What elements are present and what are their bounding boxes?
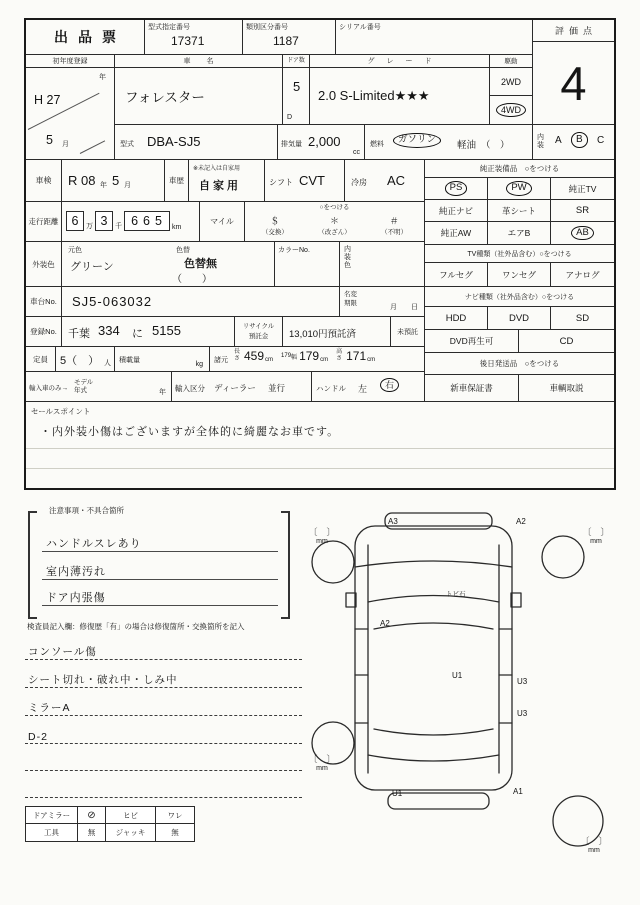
drive-4wd-cell xyxy=(490,96,532,124)
inspector-line xyxy=(25,744,302,771)
drive-4wd-selected: 4WD xyxy=(496,103,526,117)
model-cell xyxy=(115,125,278,160)
navi-type-header: ナビ種類（社外品含む）○をつける xyxy=(464,293,575,301)
load-capacity-cell xyxy=(115,347,210,372)
measure-bracket: 〔 〕 xyxy=(308,527,336,537)
import-only-label: 輸入車のみ→ xyxy=(29,385,68,392)
doors-cell xyxy=(283,55,310,125)
tv-fullseg-cell xyxy=(425,263,488,287)
later-shipment-cell xyxy=(425,353,614,375)
class-code-value: 1187 xyxy=(273,34,299,48)
diagram-mark-a3: A3 xyxy=(388,517,398,526)
measure-bracket-mid-left xyxy=(304,754,340,773)
drive-2wd: 2WD xyxy=(501,76,521,87)
interior-grade-c: C xyxy=(597,135,605,146)
drive-label: 駆動 xyxy=(490,55,532,68)
tv-type-header: TV種類（社外品含む）○をつける xyxy=(467,250,572,258)
inspector-notes-label: 検査員記入欄：修復歴「有」の場合は修復箇所・交換箇所を記入 xyxy=(27,622,245,631)
width-dim-label: 幅 xyxy=(291,354,298,361)
interior-label: 内装 xyxy=(537,134,544,150)
mileage-man-digit: 6 xyxy=(66,211,84,231)
original-color-label: 元色 xyxy=(68,247,82,254)
inspector-line: ミラーA xyxy=(25,688,302,716)
diagonal-line xyxy=(80,140,105,154)
measure-unit: mm xyxy=(316,537,328,545)
wheel-front-left xyxy=(312,541,354,583)
inspector-line: D-2 xyxy=(25,716,302,744)
tv-analog-cell xyxy=(551,263,614,287)
mile-option-unknown xyxy=(364,214,424,236)
fuel-paren: （ ） xyxy=(481,140,510,151)
mile-option-exchange xyxy=(245,214,305,236)
spec-label: 諸元 xyxy=(214,357,228,364)
navi-dvd-cell xyxy=(488,307,551,330)
sales-point-label: セールスポイント xyxy=(31,407,91,416)
color-change-label: 色替 xyxy=(176,247,190,254)
name-change-cell xyxy=(340,287,425,317)
mileage-cell xyxy=(26,202,200,242)
evaluation-label-cell xyxy=(533,20,614,42)
color-number-cell xyxy=(275,242,340,287)
capacity-label-cell xyxy=(26,347,56,371)
tools-cell-jack-none: 無 xyxy=(171,828,179,837)
equip-sr-cell xyxy=(551,200,614,222)
mileage-km-unit: km xyxy=(172,224,182,231)
capacity-unit: 人 xyxy=(104,360,111,367)
measure-bracket: 〔 〕 xyxy=(308,754,336,764)
rear-window-bottom xyxy=(368,755,499,761)
mile-options-cell xyxy=(245,202,425,242)
registration-number-label-cell xyxy=(26,317,62,346)
equip-ab-cell xyxy=(551,222,614,245)
ac-label: 冷房 xyxy=(351,178,367,187)
diagram-mark-a2-left: A2 xyxy=(380,619,390,628)
interior-grade-cell xyxy=(533,125,614,160)
inspector-line xyxy=(25,771,302,798)
equip-navi-cell xyxy=(425,200,488,222)
grade-value: 2.0 S-Limited★★★ xyxy=(318,88,430,103)
equip-aw: 純正AW xyxy=(440,228,472,238)
navi-hdd: HDD xyxy=(445,312,467,324)
shaken-year-unit: 年 xyxy=(100,182,107,189)
inspector-notes-list xyxy=(25,631,302,798)
length-value: 459 xyxy=(244,349,265,363)
interior-color-cell xyxy=(340,242,425,287)
exterior-color-cell xyxy=(26,242,275,287)
diagram-mark-u1-bottom: U1 xyxy=(392,789,403,798)
diagram-mark-a2-top: A2 xyxy=(516,517,526,526)
measure-bracket-bottom-right xyxy=(576,836,612,855)
navi-sd: SD xyxy=(575,312,590,324)
warranty-label: 新車保証書 xyxy=(450,383,493,393)
evaluation-label: 評価点 xyxy=(554,26,597,36)
interior-color-label: 内装色 xyxy=(344,246,351,270)
fuel-cell xyxy=(365,125,533,160)
displacement-value: 2,000 xyxy=(308,134,341,149)
cd-cell xyxy=(519,330,614,353)
recycle-label-cell xyxy=(235,317,283,346)
history-note: ※未記入は自家用 xyxy=(193,166,241,172)
drive-2wd-cell xyxy=(490,68,532,96)
later-shipment-label: 後日発送品 ○をつける xyxy=(479,359,560,368)
capacity-cell xyxy=(26,347,115,372)
chassis-label: 車台No. xyxy=(30,297,57,306)
shaken-cell xyxy=(26,160,165,202)
equip-pw-selected: PW xyxy=(506,181,531,196)
equip-ps-selected: PS xyxy=(445,181,468,196)
handle-cell xyxy=(312,372,425,402)
shift-value: CVT xyxy=(299,173,325,188)
equip-sr: SR xyxy=(575,205,590,216)
measure-unit: mm xyxy=(590,537,602,545)
doors-value: 5 xyxy=(293,79,301,94)
mile-option-unknown-mark: ＃ xyxy=(389,216,399,226)
history-value: 自家用 xyxy=(199,180,241,192)
main-form xyxy=(24,18,616,490)
mile-option-unknown-label: （不明） xyxy=(381,229,408,236)
width-label: 179 xyxy=(281,353,292,359)
equip-ab-selected: AB xyxy=(571,226,594,241)
shaken-label: 車検 xyxy=(35,176,52,185)
import-class-label: 輸入区分 xyxy=(175,384,205,393)
grade-cell xyxy=(310,55,490,125)
recycle-label xyxy=(243,322,275,340)
doors-unit: D xyxy=(287,114,293,121)
displacement-cell xyxy=(278,125,365,160)
navi-dvd: DVD xyxy=(508,312,530,324)
import-parallel: 並行 xyxy=(268,383,286,393)
recycle-label-line2: 預託金 xyxy=(248,332,269,340)
handle-label: ハンドル xyxy=(316,384,346,393)
chassis-number-cell xyxy=(26,287,340,317)
mile-option-tampered xyxy=(305,214,365,236)
width-unit: cm xyxy=(320,357,329,363)
inspector-line: コンソール傷 xyxy=(25,631,302,660)
mile-option-exchange-mark: ＄ xyxy=(270,216,280,226)
note-line: ハンドルスレあり xyxy=(42,520,278,552)
dvd-playable: DVD再生可 xyxy=(449,336,494,346)
mile-option-tampered-label: （改ざん） xyxy=(318,229,351,236)
exterior-color-label-cell xyxy=(26,242,62,286)
class-code-cell xyxy=(243,20,336,55)
evaluation-score: 4 xyxy=(560,56,587,110)
note-line: ドア内張傷 xyxy=(42,580,278,606)
interior-grade-b-selected: B xyxy=(571,132,588,148)
import-dealer: ディーラー xyxy=(214,383,256,393)
mileage-sen-unit: 千 xyxy=(115,223,122,230)
tv-fullseg: フルセグ xyxy=(439,269,473,280)
load-capacity-label: 積載量 xyxy=(119,357,140,364)
model-year-unit: 年 xyxy=(159,389,166,396)
plate-number: 5155 xyxy=(152,323,181,338)
notes-list xyxy=(42,520,278,606)
name-change-month-day: 月 日 xyxy=(390,304,418,311)
mile-label: マイル xyxy=(210,217,234,226)
rear-bumper xyxy=(388,793,489,809)
registration-number-label: 登録No. xyxy=(30,327,57,336)
equip-navi: 純正ナビ xyxy=(438,205,473,216)
import-class-cell xyxy=(172,372,312,402)
navi-sd-cell xyxy=(551,307,614,330)
equipment-header: 純正装備品 ○をつける xyxy=(479,164,560,173)
model-code-cell xyxy=(145,20,243,55)
diagram-mark-u3-upper: U3 xyxy=(517,677,528,686)
cd-label: CD xyxy=(559,335,574,347)
equip-aw-cell xyxy=(425,222,488,245)
equip-airbag-cell xyxy=(488,222,551,245)
first-reg-month-unit: 月 xyxy=(62,141,69,148)
ruled-line xyxy=(26,448,614,449)
diagram-mark-a1: A1 xyxy=(513,787,523,796)
measure-unit: mm xyxy=(316,764,328,772)
length-unit: cm xyxy=(265,357,274,363)
tv-oneseg-cell xyxy=(488,263,551,287)
ruled-line xyxy=(26,468,614,469)
import-only-cell xyxy=(26,372,172,402)
equip-leather-cell xyxy=(488,200,551,222)
mile-options-row xyxy=(245,214,424,236)
diagram-mark-u1-center: U1 xyxy=(452,671,463,680)
history-label: 車歴 xyxy=(169,176,184,185)
original-color-value: グリーン xyxy=(70,261,114,273)
length-label: 長さ xyxy=(234,349,241,362)
recycle-alt: 未預託 xyxy=(397,328,418,336)
shift-cell xyxy=(265,160,345,202)
interior-grade-a: A xyxy=(555,135,562,146)
tools-cell-crack: ヒビ xyxy=(106,807,156,824)
tools-cell-tools: 工具 xyxy=(26,824,78,841)
sales-point-cell xyxy=(26,402,614,488)
model-year-label-line2: 年式 xyxy=(74,387,87,395)
sales-point-text: ・内外装小傷はございますが全体的に綺麗なお車です。 xyxy=(40,426,340,438)
plate-region: 千葉 xyxy=(68,328,90,340)
plate-class: 334 xyxy=(98,323,120,338)
registration-number-cell xyxy=(26,317,235,347)
mileage-rest-digits: 665 xyxy=(124,211,170,231)
serial-number-cell xyxy=(336,20,533,55)
tools-cell-mark: ⊘ xyxy=(78,807,106,824)
note-line: 室内薄汚れ xyxy=(42,552,278,580)
plate-kana: に xyxy=(132,328,143,340)
equip-leather: 革シート xyxy=(501,205,536,216)
equip-tv: 純正TV xyxy=(568,183,597,194)
tv-oneseg: ワンセグ xyxy=(501,269,536,280)
navi-hdd-cell xyxy=(425,307,488,330)
name-change-label-line1: 名変 xyxy=(344,291,357,298)
equipment-header-cell xyxy=(425,160,614,178)
height-label: 高さ xyxy=(336,349,343,362)
history-label-cell xyxy=(165,160,189,201)
width-value: 179 xyxy=(299,349,320,363)
measure-bracket-top-left xyxy=(304,527,340,546)
mileage-label-cell xyxy=(26,202,62,241)
load-capacity-unit: kg xyxy=(195,361,203,368)
model-code-label: 型式指定番号 xyxy=(148,24,190,31)
shift-label: シフト xyxy=(269,178,293,187)
mile-option-tampered-mark: ＊ xyxy=(330,216,340,226)
capacity-value: 5（ ） xyxy=(60,355,100,367)
manual-label: 車輌取説 xyxy=(549,383,584,393)
mileage-label: 走行距離 xyxy=(28,217,59,226)
tools-cell-break: ワレ xyxy=(156,807,194,824)
diagram-mark-stone-chip: トビ石 xyxy=(446,591,466,598)
name-change-label xyxy=(344,290,357,308)
notes-bracket-right xyxy=(281,511,290,619)
model-year-label-line1: モデル xyxy=(74,379,94,386)
history-cell xyxy=(165,160,265,202)
hood-line xyxy=(355,561,512,567)
recycle-label-line1: リサイクル xyxy=(242,323,275,331)
fuel-label: 燃料 xyxy=(370,141,384,148)
height-unit: cm xyxy=(367,357,376,363)
car-name-cell xyxy=(115,55,283,125)
exterior-color-label: 外装色 xyxy=(32,259,55,269)
form-title: 出品票 xyxy=(54,29,126,45)
windshield-bottom xyxy=(374,623,493,629)
equip-tv-cell xyxy=(551,178,614,200)
first-registration-cell xyxy=(26,55,115,160)
dimensions-values xyxy=(234,349,375,363)
first-registration-label: 初年度登録 xyxy=(26,55,114,68)
shaken-label-cell xyxy=(26,160,62,201)
handle-left: 左 xyxy=(358,384,368,394)
chassis-value: SJ5-063032 xyxy=(72,294,153,309)
car-name-value-area xyxy=(115,68,282,124)
name-change-label-line2: 期限 xyxy=(344,300,357,308)
diagram-mark-u3-lower: U3 xyxy=(517,709,528,718)
recycle-alt-cell xyxy=(390,317,424,346)
manual-cell xyxy=(519,375,614,402)
shaken-month-unit: 月 xyxy=(124,182,131,189)
first-reg-month: 5 xyxy=(46,133,53,147)
mile-label-cell xyxy=(200,202,245,242)
dimensions-cell xyxy=(210,347,425,372)
model-year-label xyxy=(74,379,93,396)
grade-label: グレード xyxy=(310,55,489,68)
model-label: 型式 xyxy=(120,141,134,148)
equip-pw-cell xyxy=(488,178,551,200)
car-name-label: 車名 xyxy=(115,55,282,68)
equip-airbag: エアB xyxy=(507,228,531,238)
doors-label: ドア数 xyxy=(283,55,309,68)
ac-value: AC xyxy=(387,173,406,188)
form-title-cell xyxy=(26,20,145,55)
measure-unit: mm xyxy=(588,846,600,854)
windshield-top xyxy=(368,596,499,603)
shaken-month: 5 xyxy=(112,173,120,188)
serial-number-label: シリアル番号 xyxy=(339,24,381,31)
mile-option-exchange-label: （交換） xyxy=(261,229,288,236)
recycle-value: 13,010円預託済 xyxy=(289,329,357,340)
tv-analog: アナログ xyxy=(565,269,600,280)
model-code-value: 17371 xyxy=(171,34,205,48)
grade-value-area xyxy=(310,68,489,124)
shaken-year: R 08 xyxy=(68,173,96,188)
mile-circle-note: ○をつける xyxy=(319,204,350,211)
notes-bracket-left xyxy=(28,511,37,619)
car-name-value: フォレスター xyxy=(125,90,205,105)
model-value: DBA-SJ5 xyxy=(147,134,201,149)
fuel-diesel: 軽油 xyxy=(457,140,477,151)
rear-window-top xyxy=(374,729,493,735)
first-reg-year-unit: 年 xyxy=(99,74,106,81)
evaluation-score-cell xyxy=(533,42,614,125)
inspector-line: シート切れ・破れ中・しみ中 xyxy=(25,660,302,688)
ac-cell xyxy=(345,160,425,202)
measure-bracket: 〔 〕 xyxy=(582,527,610,537)
tools-cell-jack: ジャッキ xyxy=(106,824,156,841)
chassis-label-cell xyxy=(26,287,62,316)
displacement-label: 排気量 xyxy=(281,141,302,148)
car-body-outline xyxy=(355,526,512,790)
color-change-paren: （ ） xyxy=(172,274,212,285)
notes-label: 注意事項・不具合箇所 xyxy=(46,505,127,516)
color-number-label: カラーNo. xyxy=(278,247,310,254)
dvd-playable-cell xyxy=(425,330,519,353)
drive-cell xyxy=(490,55,533,125)
measure-bracket: 〔 〕 xyxy=(580,836,608,846)
displacement-unit: cc xyxy=(353,149,360,156)
measure-bracket-top-right xyxy=(578,527,614,546)
navi-type-header-cell xyxy=(425,287,614,307)
height-value: 171 xyxy=(346,349,367,363)
mileage-digits xyxy=(66,211,181,231)
class-code-label: 類別区分番号 xyxy=(246,24,288,31)
tools-cell-tools-none: 無 xyxy=(78,824,106,841)
color-change-value: 色替無 xyxy=(184,258,217,270)
mileage-sen-digit: 3 xyxy=(95,211,113,231)
handle-right-selected: 右 xyxy=(380,378,399,392)
tools-table xyxy=(25,806,195,842)
equip-ps-cell xyxy=(425,178,488,200)
recycle-deposit-cell xyxy=(235,317,425,347)
tv-type-header-cell xyxy=(425,245,614,263)
capacity-label: 定員 xyxy=(33,354,48,364)
warranty-cell xyxy=(425,375,519,402)
mileage-man-unit: 万 xyxy=(86,223,93,230)
first-reg-year: H 27 xyxy=(34,93,61,107)
fuel-gasoline-selected: ガソリン xyxy=(393,133,441,148)
tools-cell-door-mirror: ドアミラー xyxy=(26,807,78,824)
car-diagram xyxy=(310,505,610,900)
